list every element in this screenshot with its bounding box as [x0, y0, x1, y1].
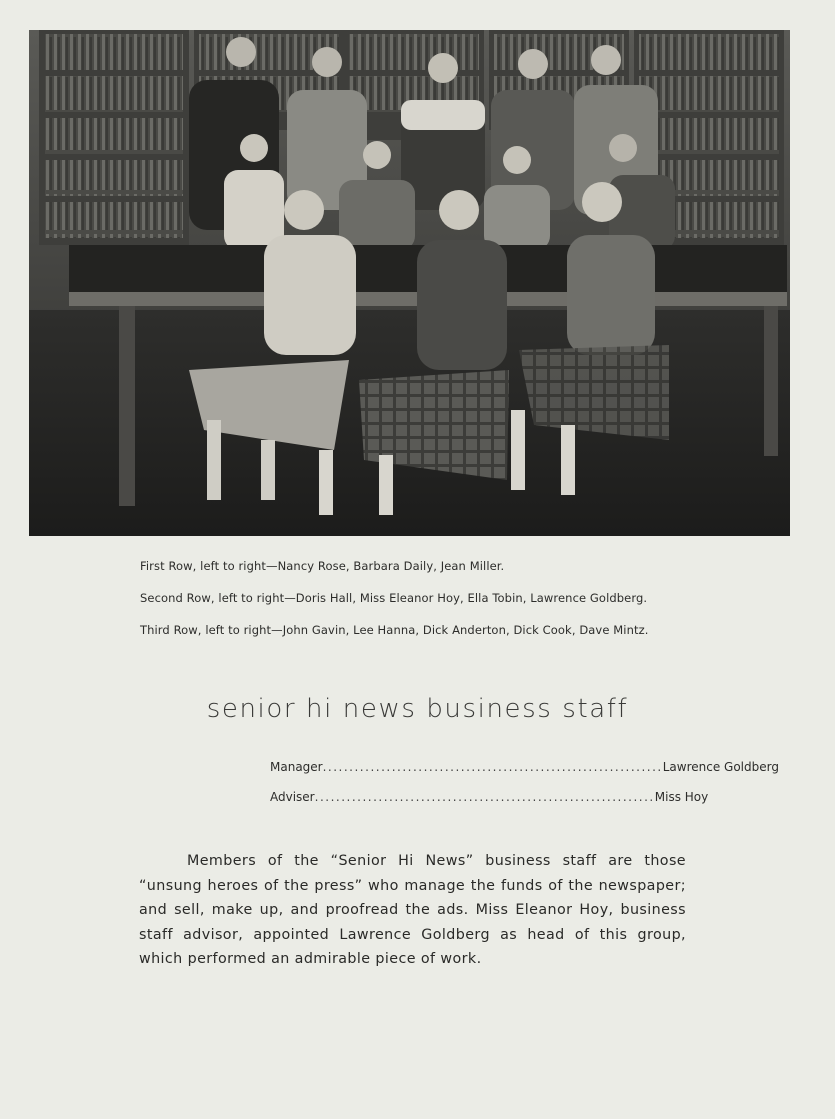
caption-second-row: Second Row, left to right—Doris Hall, Miss Eleanor Hoy, Ella Tobin, Lawrence Goldberg.: [140, 591, 648, 605]
section-heading: senior hi news business staff: [206, 694, 629, 724]
leader-dots: ................................................................: [322, 760, 663, 774]
role-name: Lawrence Goldberg: [662, 760, 779, 774]
staff-roles: [270, 760, 779, 820]
group-photo: [29, 30, 790, 536]
leader-dots: ................................................................: [314, 790, 655, 804]
group-photo-illustration: [29, 30, 790, 536]
caption-third-row: Third Row, left to right—John Gavin, Lee Hanna, Dick Anderton, Dick Cook, Dave Mintz.: [140, 623, 649, 637]
role-title: Adviser: [270, 790, 315, 804]
role-row-manager: [270, 760, 779, 790]
caption-first-row: First Row, left to right—Nancy Rose, Barbara Daily, Jean Miller.: [140, 559, 505, 573]
description-paragraph: Members of the “Senior Hi News” business staff are those “unsung heroes of the press” who manage the funds of the newspaper; and sell, make up, and proofread the ads. Miss Eleanor Hoy, business staff advisor, appointed Lawrence Goldberg as head of this group, which performed an admirable piece of work.: [139, 853, 686, 968]
role-name: Miss Hoy: [654, 790, 709, 804]
photo-captions: [140, 560, 760, 656]
role-title: Manager: [270, 760, 323, 774]
role-row-adviser: [270, 790, 709, 820]
